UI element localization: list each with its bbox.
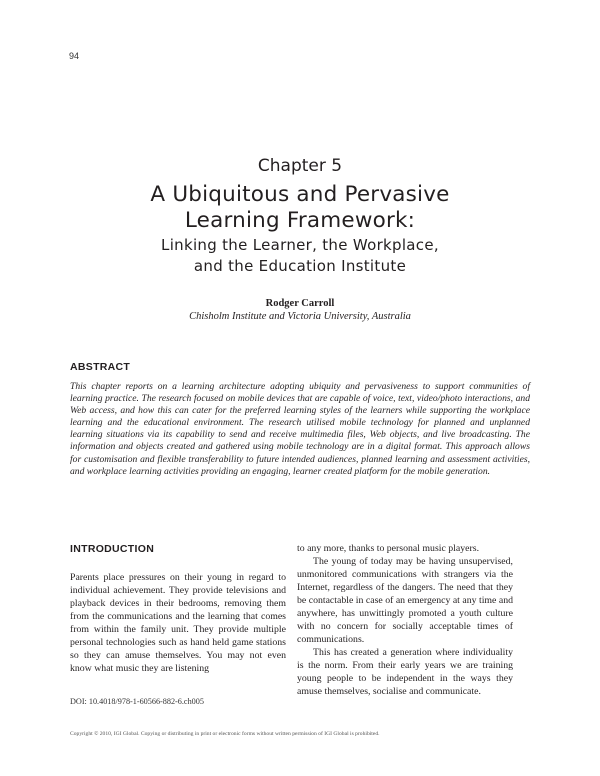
chapter-subtitle bbox=[0, 235, 600, 277]
introduction-paragraph-1: Parents place pressures on their young in regard to individual achievement. They provide televisions and playback devices in their bedrooms, removing them from the communications and the learning that comes from within the family unit. They provide multiple personal technologies such as hand held game stations so they can amuse themselves. You may not even know what music they are listening bbox=[70, 572, 286, 674]
chapter-subtitle-line-2: and the Education Institute bbox=[193, 257, 407, 275]
chapter-subtitle-line-1: Linking the Learner, the Workplace, bbox=[161, 236, 439, 254]
author-name: Rodger Carroll bbox=[265, 298, 335, 309]
chapter-title bbox=[0, 182, 600, 234]
introduction-heading: INTRODUCTION bbox=[70, 543, 155, 555]
chapter-title-line-1: A Ubiquitous and Pervasive bbox=[150, 182, 450, 207]
introduction-left-column bbox=[70, 571, 286, 675]
page-number: 94 bbox=[69, 51, 80, 61]
introduction-paragraph-1-continued: to any more, thanks to personal music players. bbox=[297, 543, 480, 554]
chapter-title-line-2: Learning Framework: bbox=[184, 208, 416, 233]
author-affiliation: Chisholm Institute and Victoria University, Australia bbox=[189, 311, 411, 322]
abstract-heading: ABSTRACT bbox=[70, 361, 131, 373]
doi-line: DOI: 10.4018/978-1-60566-882-6.ch005 bbox=[70, 697, 204, 706]
copyright-footer: Copyright © 2010, IGI Global. Copying or distributing in print or electronic forms without written permission of IGI Global is prohibited. bbox=[70, 731, 380, 737]
introduction-right-column bbox=[297, 542, 513, 698]
introduction-paragraph-2: The young of today may be having unsupervised, unmonitored communications with strangers via the Internet, regardless of the dangers. The need that they be contactable in case of an emergency at any time and anywhere, has unwittingly promoted a youth culture with no concern for socially acceptable times of communications. bbox=[297, 556, 513, 645]
introduction-paragraph-3: This has created a generation where individuality is the norm. From their early years we are training young people to be independent in the ways they amuse themselves, socialise and communicate. bbox=[297, 647, 513, 697]
chapter-label: Chapter 5 bbox=[257, 156, 343, 176]
abstract-body: This chapter reports on a learning architecture adopting ubiquity and pervasiveness to support communities of learning practice. The research focused on mobile devices that are capable of voice, text, video/photo interactions, and Web access, and how this can cater for the preferred learning styles of the learners while supporting the workplace learning and the educational environment. The research utilised mobile technology for planned and unplanned learning situations via its capability to send and receive multimedia files, Web objects, and live broadcasting. The information and objects created and gathered using mobile technology are in a digital format. This approach allows for customisation and flexible transferability to future intended audiences, planned learning and assessment activities, and workplace learning activities providing an engaging, learner created platform for the mobile generation. bbox=[70, 381, 530, 477]
